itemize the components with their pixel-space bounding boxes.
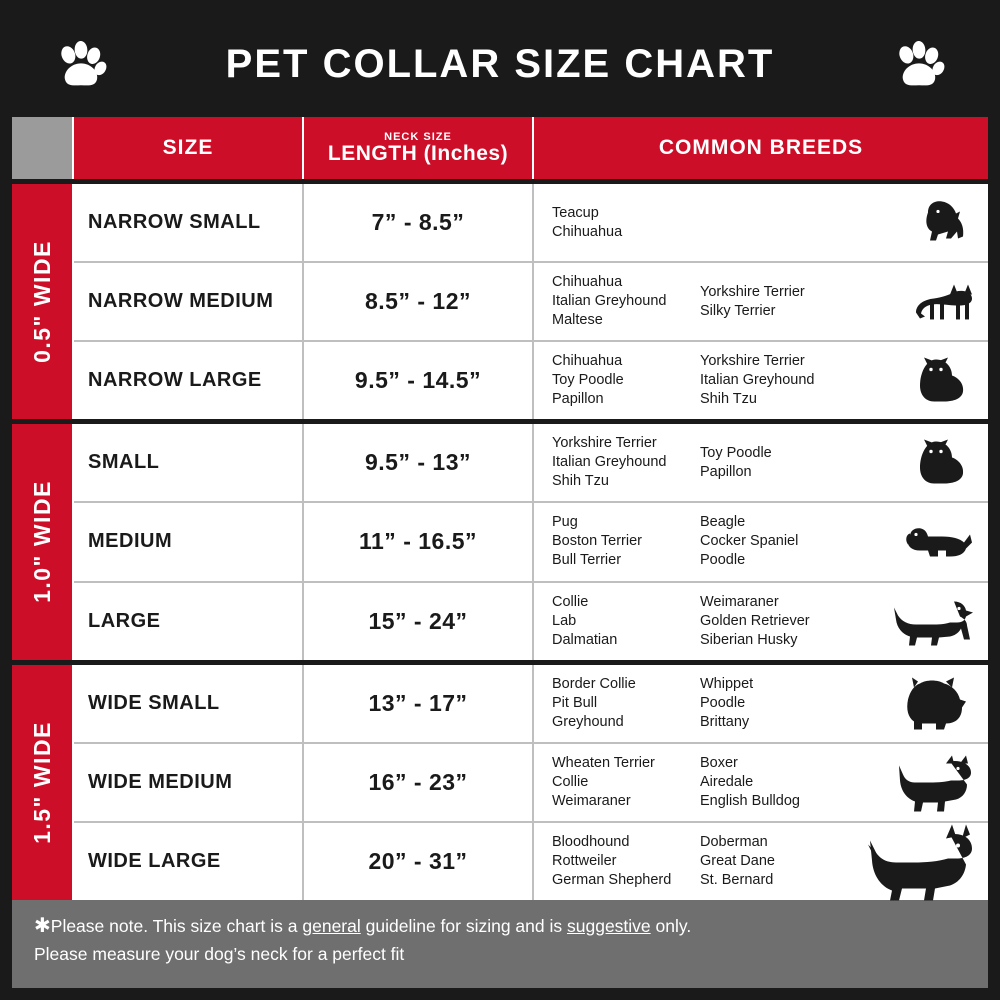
breed-item: Pit Bull xyxy=(552,694,598,711)
breed-column-2 xyxy=(700,434,848,491)
table-row xyxy=(74,503,988,582)
paw-print-icon xyxy=(892,38,946,92)
breed-item: Yorkshire Terrier xyxy=(552,435,657,452)
breed-item: Poodle xyxy=(700,694,746,711)
breed-item: Doberman xyxy=(700,833,768,850)
breed-item: Bloodhound xyxy=(552,833,630,850)
cell-length: 9.5” - 13” xyxy=(304,424,534,501)
breed-item: Papillon xyxy=(700,463,752,480)
cell-length: 11” - 16.5” xyxy=(304,503,534,580)
breed-column-1 xyxy=(552,675,700,732)
breed-item: German Shepherd xyxy=(552,871,672,888)
breed-column-2 xyxy=(700,593,848,650)
breed-item: Greyhound xyxy=(552,713,624,730)
footer-line1-c: only. xyxy=(650,916,692,936)
breed-column-1 xyxy=(552,754,700,811)
breed-column-1 xyxy=(552,434,700,491)
table-header-size-label: SIZE xyxy=(162,136,214,159)
breed-item: Toy Poodle xyxy=(700,444,772,461)
cell-breeds xyxy=(534,823,988,900)
breed-item: Papillon xyxy=(552,391,604,408)
cell-size: NARROW SMALL xyxy=(74,184,304,261)
cell-length: 7” - 8.5” xyxy=(304,184,534,261)
dog-chihuahua-icon xyxy=(912,263,976,340)
breed-item: Lab xyxy=(552,612,577,629)
dog-bulldog-icon xyxy=(898,665,976,742)
table-row xyxy=(74,665,988,744)
cell-size: NARROW MEDIUM xyxy=(74,263,304,340)
page-title: PET COLLAR SIZE CHART xyxy=(225,42,775,86)
breed-item: Shih Tzu xyxy=(552,473,609,490)
dog-doberman-icon xyxy=(866,823,976,900)
breed-item: Italian Greyhound xyxy=(552,454,667,471)
footer-line1-b: guideline for sizing and is xyxy=(360,916,567,936)
table-row xyxy=(74,744,988,823)
footer-line-1 xyxy=(34,912,966,940)
breed-item: Collie xyxy=(552,773,589,790)
breed-item: Siberian Husky xyxy=(700,631,798,648)
cell-size: LARGE xyxy=(74,583,304,660)
breed-column-1 xyxy=(552,593,700,650)
breed-item: Boston Terrier xyxy=(552,533,642,550)
chart-header xyxy=(12,12,988,117)
group-label-standard-text: 1.0" WIDE xyxy=(28,480,55,604)
breed-item: Whippet xyxy=(700,675,754,692)
dog-yorkie-icon xyxy=(916,184,976,261)
breed-column-1 xyxy=(552,273,700,330)
breed-item: Bull Terrier xyxy=(552,552,622,569)
breed-column-2 xyxy=(700,754,848,811)
cell-size: WIDE SMALL xyxy=(74,665,304,742)
breed-item: Weimaraner xyxy=(700,593,779,610)
dog-beagle-icon xyxy=(902,503,976,580)
breed-column-2 xyxy=(700,204,848,242)
footer-underline-suggestive: suggestive xyxy=(567,916,651,936)
cell-size: NARROW LARGE xyxy=(74,342,304,419)
table-header-corner xyxy=(12,117,74,179)
breed-item: Beagle xyxy=(700,514,746,531)
breed-item: Poodle xyxy=(700,552,746,569)
dog-pomeranian-icon xyxy=(918,342,976,419)
cell-length: 16” - 23” xyxy=(304,744,534,821)
cell-length: 15” - 24” xyxy=(304,583,534,660)
breed-column-2 xyxy=(700,675,848,732)
breed-item: Rottweiler xyxy=(552,852,617,869)
table-header-length xyxy=(304,117,534,179)
table-header-length-label: LENGTH (Inches) xyxy=(327,141,509,165)
table-row xyxy=(74,823,988,900)
table-row xyxy=(74,184,988,263)
table-header-row xyxy=(12,117,988,179)
breed-item: Great Dane xyxy=(700,852,775,869)
breed-item: Border Collie xyxy=(552,675,636,692)
cell-size: WIDE LARGE xyxy=(74,823,304,900)
breed-item: Yorkshire Terrier xyxy=(700,283,805,300)
cell-size: SMALL xyxy=(74,424,304,501)
cell-breeds xyxy=(534,503,988,580)
breed-item: Cocker Spaniel xyxy=(700,533,799,550)
cell-size: WIDE MEDIUM xyxy=(74,744,304,821)
table-header-breeds-label: COMMON BREEDS xyxy=(658,136,864,159)
breed-item: Collie xyxy=(552,593,589,610)
group-label-wide xyxy=(12,665,74,900)
breed-column-1 xyxy=(552,204,700,242)
footer-line-2: Please measure your dog’s neck for a perfect fit xyxy=(34,944,405,964)
breed-item: Brittany xyxy=(700,713,750,730)
table-header-neck-size-label: NECK SIZE xyxy=(384,130,452,143)
cell-breeds xyxy=(534,424,988,501)
cell-breeds xyxy=(534,583,988,660)
table-header-breeds xyxy=(534,117,988,179)
breed-item: Silky Terrier xyxy=(700,302,776,319)
breed-item: Golden Retriever xyxy=(700,612,810,629)
cell-length: 20” - 31” xyxy=(304,823,534,900)
breed-item: Chihuahua xyxy=(552,223,623,240)
group-label-narrow xyxy=(12,184,74,419)
cell-length: 9.5” - 14.5” xyxy=(304,342,534,419)
breed-item: Airedale xyxy=(700,773,754,790)
breed-item: Maltese xyxy=(552,312,603,329)
size-group-narrow xyxy=(12,179,988,419)
group-label-narrow-text: 0.5" WIDE xyxy=(28,240,55,364)
cell-breeds xyxy=(534,744,988,821)
breed-item: Yorkshire Terrier xyxy=(700,353,805,370)
cell-breeds xyxy=(534,184,988,261)
table-row xyxy=(74,263,988,342)
size-table xyxy=(12,117,988,900)
breed-item: Weimaraner xyxy=(552,792,631,809)
breed-column-1 xyxy=(552,833,700,890)
breed-item: Dalmatian xyxy=(552,631,618,648)
cell-length: 13” - 17” xyxy=(304,665,534,742)
size-group-wide xyxy=(12,660,988,900)
breed-item: Pug xyxy=(552,514,578,531)
cell-breeds xyxy=(534,342,988,419)
table-row xyxy=(74,424,988,503)
breed-item: Boxer xyxy=(700,754,738,771)
paw-print-icon xyxy=(54,38,108,92)
cell-length: 8.5” - 12” xyxy=(304,263,534,340)
dog-boxer-icon xyxy=(894,744,976,821)
breed-item: Toy Poodle xyxy=(552,372,624,389)
size-group-standard xyxy=(12,419,988,659)
group-label-standard xyxy=(12,424,74,659)
group-label-wide-text: 1.5" WIDE xyxy=(28,720,55,844)
asterisk-icon: ✱ xyxy=(34,915,51,937)
breed-column-2 xyxy=(700,352,848,409)
breed-item: St. Bernard xyxy=(700,871,774,888)
breed-item: Teacup xyxy=(552,204,599,221)
breed-column-1 xyxy=(552,352,700,409)
dog-pomeranian-icon xyxy=(918,424,976,501)
breed-item: English Bulldog xyxy=(700,792,800,809)
footer-underline-general: general xyxy=(302,916,361,936)
cell-breeds xyxy=(534,665,988,742)
cell-size: MEDIUM xyxy=(74,503,304,580)
breed-item: Chihuahua xyxy=(552,274,623,291)
breed-item: Chihuahua xyxy=(552,353,623,370)
breed-item: Shih Tzu xyxy=(700,391,757,408)
breed-item: Italian Greyhound xyxy=(700,372,815,389)
breed-column-1 xyxy=(552,513,700,570)
table-row xyxy=(74,342,988,419)
table-row xyxy=(74,583,988,660)
breed-column-2 xyxy=(700,833,848,890)
breed-column-2 xyxy=(700,273,848,330)
cell-breeds xyxy=(534,263,988,340)
dog-retriever-icon xyxy=(892,583,976,660)
breed-item: Wheaten Terrier xyxy=(552,754,655,771)
footer-line1-a: Please note. This size chart is a xyxy=(50,916,303,936)
footer-note xyxy=(12,900,988,988)
breed-column-2 xyxy=(700,513,848,570)
table-header-size xyxy=(74,117,304,179)
breed-item: Italian Greyhound xyxy=(552,293,667,310)
